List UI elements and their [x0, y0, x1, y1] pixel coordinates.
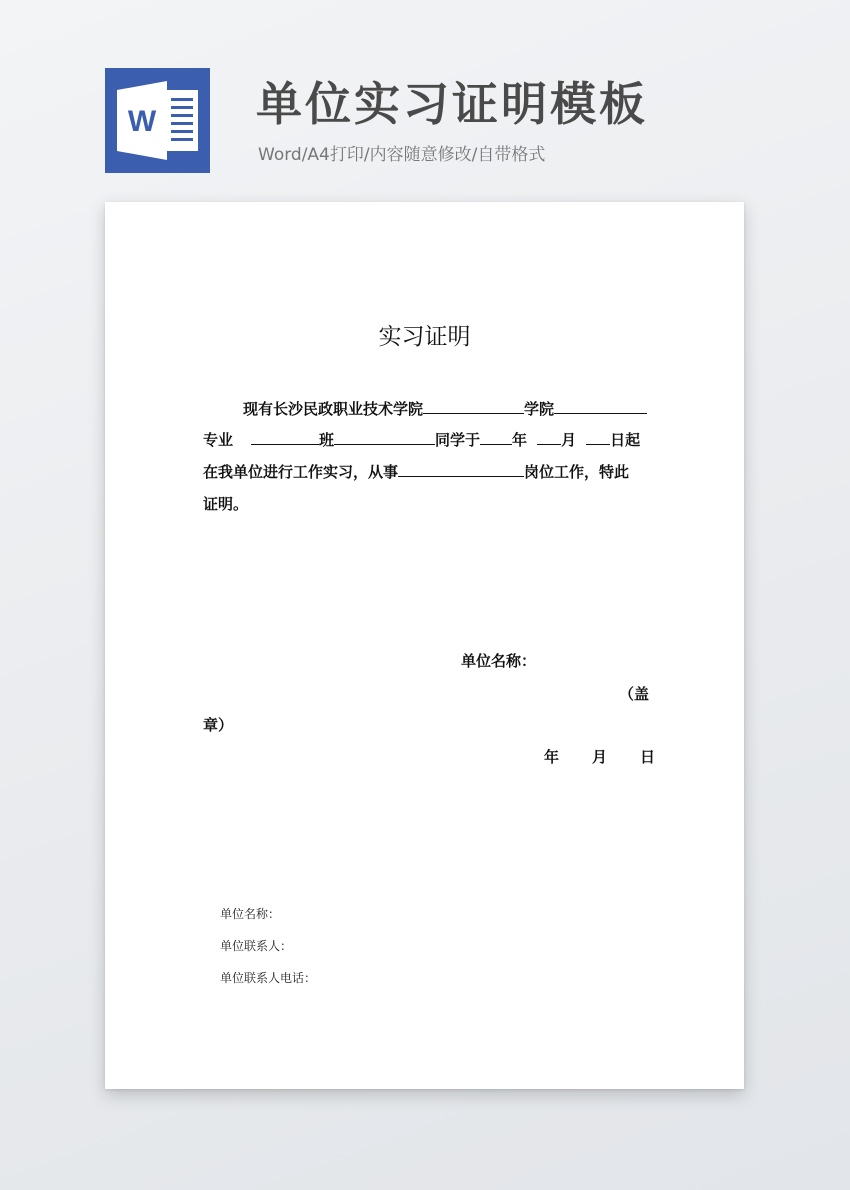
blank-field[interactable] — [554, 398, 647, 414]
document-title: 实习证明 — [378, 324, 471, 350]
blank-field[interactable] — [537, 429, 561, 445]
page-subtitle: Word/A4打印/内容随意修改/自带格式 — [258, 145, 546, 165]
seal-close: 章） — [203, 716, 234, 734]
para2-text-2: 班 — [319, 431, 335, 449]
blank-field[interactable] — [586, 429, 610, 445]
blank-field[interactable] — [334, 429, 435, 445]
seal-open: （盖 — [619, 685, 650, 703]
para1-text-2: 学院 — [524, 400, 555, 418]
para1-text-1: 现有长沙民政职业技术学院 — [243, 400, 424, 418]
para2-text-1: 专业 — [203, 431, 234, 449]
para2-text-4: 年 — [512, 431, 528, 449]
para2-text-6: 日起 — [610, 431, 641, 449]
paragraph-line-4: 证明。 — [203, 495, 249, 513]
paragraph-line-1 — [243, 398, 647, 420]
sign-unit-name: 单位名称： — [461, 652, 537, 670]
footer-contact: 单位联系人： — [220, 939, 293, 953]
date-month: 月 — [592, 748, 608, 766]
blank-field[interactable] — [423, 398, 524, 414]
para2-text-3: 同学于 — [435, 431, 481, 449]
blank-field[interactable] — [480, 429, 512, 445]
blank-field[interactable] — [398, 461, 524, 477]
para3-text-1: 在我单位进行工作实习，从事 — [203, 463, 399, 481]
date-year: 年 — [544, 748, 560, 766]
footer-unit-name: 单位名称： — [220, 907, 281, 921]
word-document-icon — [105, 68, 210, 173]
blank-field[interactable] — [251, 429, 319, 445]
paragraph-line-2 — [203, 429, 640, 451]
footer-phone: 单位联系人电话： — [220, 971, 317, 985]
page-title: 单位实习证明模板 — [256, 77, 648, 131]
date-day: 日 — [640, 748, 656, 766]
document-page — [105, 202, 744, 1089]
paragraph-line-3 — [203, 461, 629, 483]
para3-text-2: 岗位工作，特此 — [524, 463, 630, 481]
word-icon-letter: W — [127, 105, 157, 138]
para2-text-5: 月 — [561, 431, 577, 449]
